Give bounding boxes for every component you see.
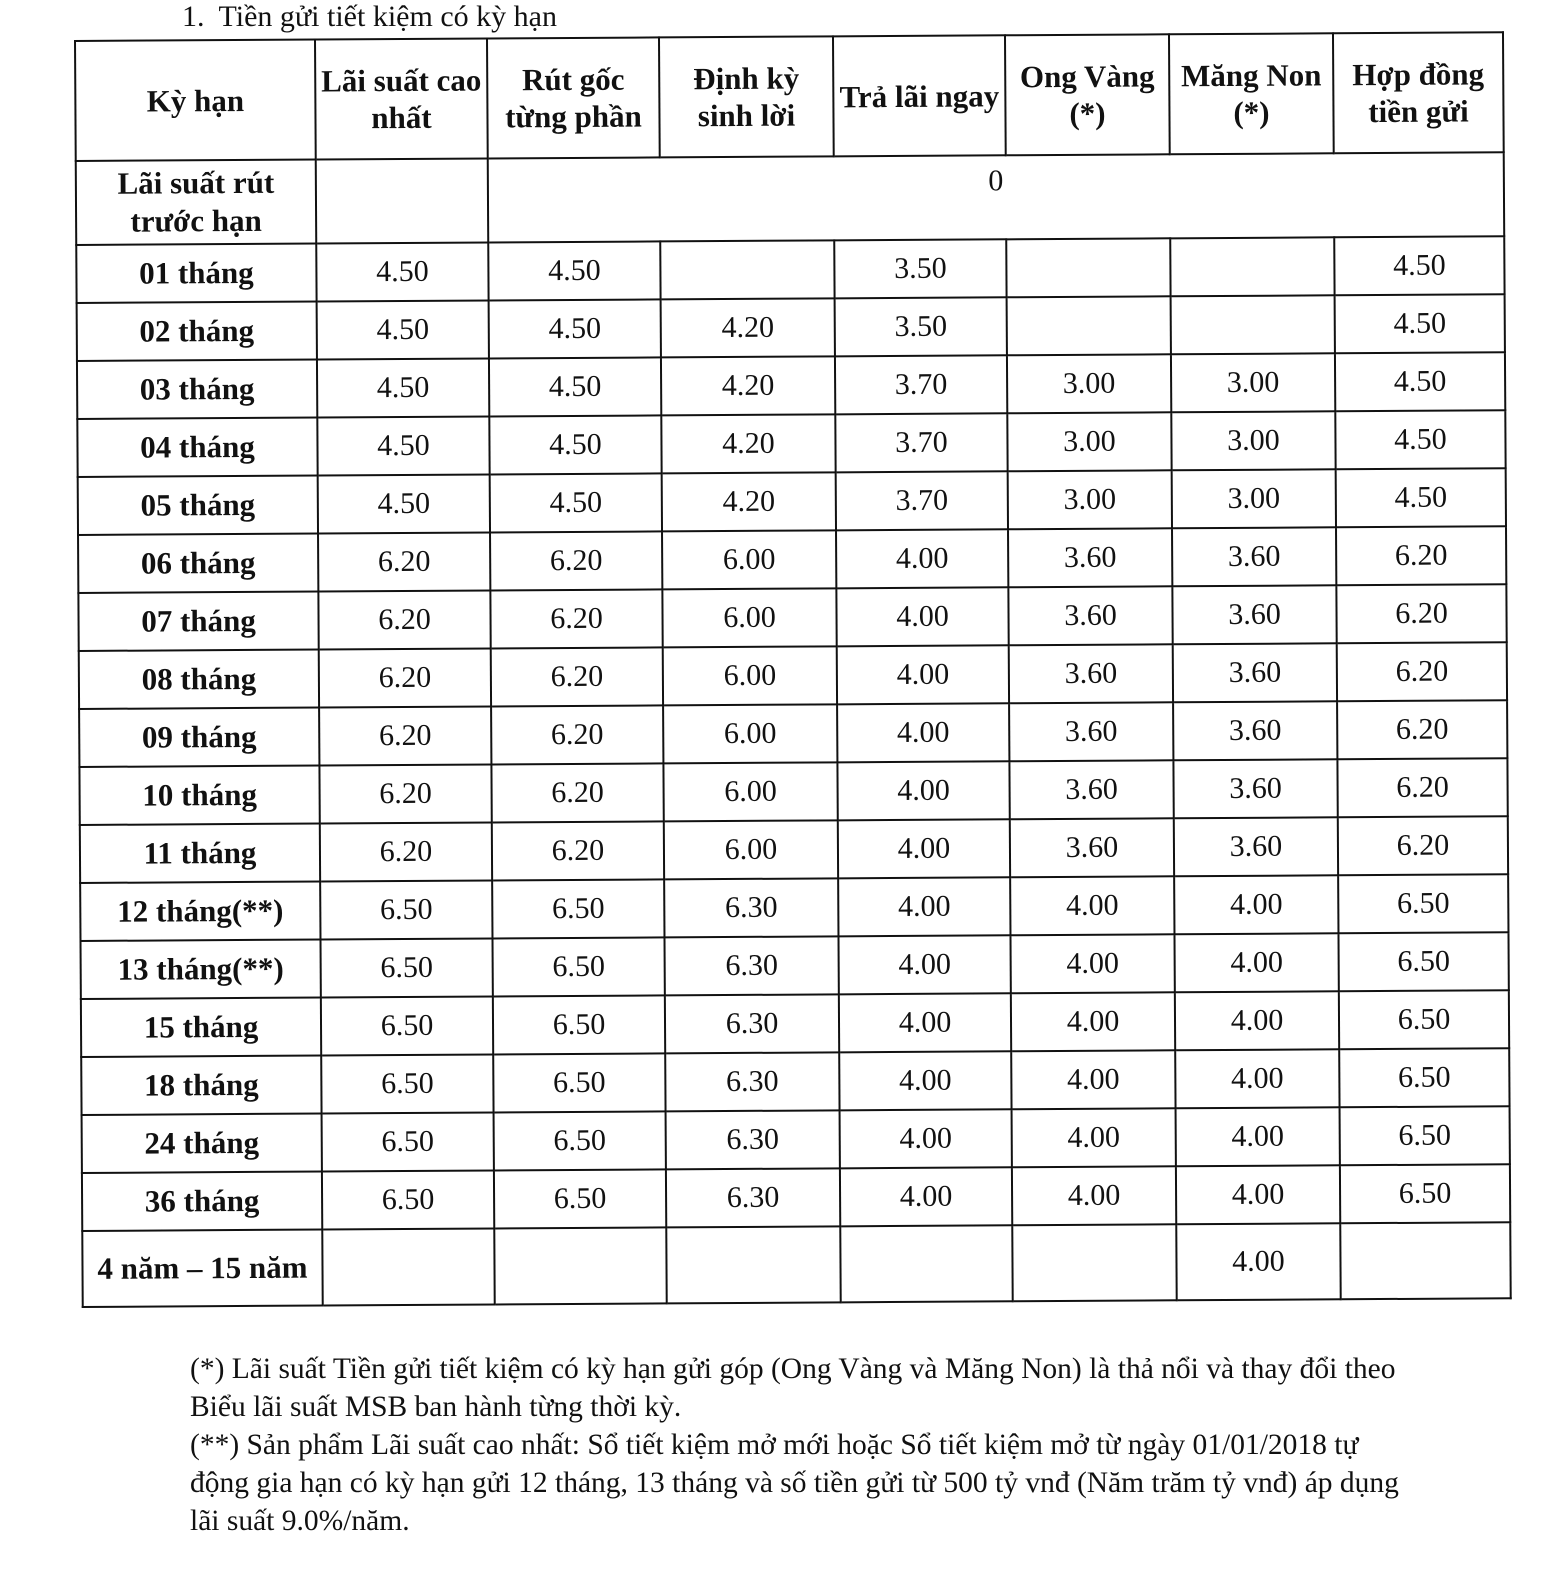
term-cell: 09 tháng [79,708,319,767]
term-cell: 12 tháng(**) [80,882,320,941]
rate-cell: 3.50 [835,297,1007,356]
rate-cell [494,1227,666,1304]
rate-cell [840,1225,1012,1302]
rate-cell: 4.20 [661,298,835,357]
table-row [81,1048,1509,1115]
interest-rate-table [74,31,1512,1308]
rate-cell: 3.00 [1008,470,1172,529]
rate-cell [1006,238,1170,297]
rate-cell: 6.50 [492,937,664,996]
rate-cell: 3.00 [1171,411,1335,470]
rate-cell: 6.20 [491,705,663,764]
footnote-double-star: (**) Sản phẩm Lãi suất cao nhất: Sổ tiết kiệm mở mới hoặc Sổ tiết kiệm mở từ ngày 01/01/2018 tự động gia hạn có kỳ hạn gửi 12 tháng, 13 tháng và số tiền gửi từ 500 tỷ vnđ (Năm trăm tỷ vnđ) áp dụng lãi suất 9.0%/năm. [190,1429,1399,1537]
rate-cell: 6.00 [663,704,837,763]
term-cell: 18 tháng [81,1056,321,1115]
rate-cell: 3.60 [1008,528,1172,587]
rate-cell: 3.60 [1173,643,1337,702]
table-row [79,758,1507,825]
rate-cell: 3.60 [1173,759,1337,818]
header-partial-withdrawal: Rút gốc từng phần [487,37,660,158]
rate-cell: 6.20 [318,532,490,591]
term-cell: 4 năm – 15 năm [82,1230,322,1307]
header-upfront-interest: Trả lãi ngay [833,35,1006,156]
rate-cell: 4.50 [490,473,662,532]
rate-cell: 6.50 [493,1053,665,1112]
term-cell: 06 tháng [78,534,318,593]
rate-cell: 4.50 [316,242,488,301]
term-cell: 08 tháng [79,650,319,709]
rate-cell: 6.30 [664,878,838,937]
rate-cell: 6.20 [492,821,664,880]
rate-cell: 4.00 [838,935,1010,994]
rate-cell: 3.00 [1171,353,1335,412]
rate-cell: 6.20 [490,589,662,648]
rate-cell: 4.00 [1175,991,1339,1050]
rate-cell: 6.50 [322,1170,494,1229]
rate-cell: 4.00 [838,819,1010,878]
early-withdrawal-empty-cell [316,158,489,243]
rate-cell [666,1226,840,1303]
rate-cell: 4.00 [1174,875,1338,934]
rate-cell: 3.60 [1008,586,1172,645]
table-row [77,352,1505,419]
term-cell: 11 tháng [80,824,320,883]
rate-cell: 6.20 [1337,642,1507,701]
rate-cell: 4.50 [317,358,489,417]
table-row [78,468,1506,535]
rate-cell: 3.50 [834,239,1006,298]
rate-cell: 4.00 [839,1051,1011,1110]
rate-cell: 4.50 [317,300,489,359]
rate-cell: 4.00 [1175,1049,1339,1108]
early-withdrawal-label: Lãi suất rút trước hạn [76,160,317,245]
rate-cell: 4.00 [840,1109,1012,1168]
section-heading [182,0,557,36]
rate-cell: 6.20 [490,531,662,590]
term-cell: 15 tháng [81,998,321,1057]
rate-cell: 4.00 [836,587,1008,646]
early-withdrawal-rate: 0 [488,152,1504,242]
rate-cell: 6.50 [494,1111,666,1170]
rate-cell: 3.60 [1174,817,1338,876]
rate-cell: 3.60 [1172,527,1336,586]
rate-cell: 6.30 [665,994,839,1053]
rate-cell: 4.00 [840,1167,1012,1226]
rate-cell: 4.50 [1335,294,1505,353]
table-header-row [75,32,1504,161]
rate-cell: 6.20 [318,590,490,649]
rate-cell: 3.70 [836,471,1008,530]
header-highest-rate: Lãi suất cao nhất [315,38,488,159]
rate-cell: 6.00 [663,646,837,705]
rate-cell: 4.00 [838,877,1010,936]
rate-cell: 4.50 [489,415,661,474]
rate-cell: 6.00 [662,530,836,589]
rate-cell: 4.00 [837,703,1009,762]
early-withdrawal-row [76,152,1504,245]
rate-cell: 6.20 [320,822,492,881]
rate-cell: 6.00 [663,762,837,821]
table-row [78,584,1506,651]
header-periodic-profit: Định kỳ sinh lời [659,36,834,157]
rate-cell: 3.70 [835,413,1007,472]
rate-cell: 4.00 [837,645,1009,704]
rate-cell [1171,295,1335,354]
rate-cell: 6.50 [1340,1164,1510,1223]
rate-cell: 6.50 [494,1169,666,1228]
table-row [81,932,1509,999]
table-row [82,1106,1510,1173]
rate-cell: 4.00 [1176,1223,1340,1300]
rate-cell: 3.00 [1007,354,1171,413]
term-cell: 07 tháng [78,592,318,651]
rate-cell: 4.00 [836,529,1008,588]
rate-cell: 4.50 [317,416,489,475]
header-ong-vang: Ong Vàng (*) [1005,34,1170,155]
rate-cell: 6.20 [491,763,663,822]
rate-cell: 4.00 [1176,1107,1340,1166]
rate-cell: 4.00 [1010,934,1174,993]
table-row [77,410,1505,477]
rate-cell [1340,1222,1510,1299]
rate-cell: 6.50 [1339,1048,1509,1107]
rate-cell: 4.00 [839,993,1011,1052]
rate-cell: 4.00 [1176,1165,1340,1224]
rate-cell: 4.00 [1011,992,1175,1051]
rate-cell: 6.50 [322,1112,494,1171]
term-cell: 10 tháng [79,766,319,825]
rate-cell: 6.20 [1337,758,1507,817]
term-cell: 04 tháng [77,418,317,477]
header-term: Kỳ hạn [75,40,316,161]
term-cell: 36 tháng [82,1172,322,1231]
rate-cell: 4.00 [1012,1166,1176,1225]
header-mang-non: Măng Non (*) [1169,33,1334,154]
rate-cell: 3.60 [1009,644,1173,703]
rate-cell: 6.50 [1338,874,1508,933]
rate-cell: 3.60 [1009,702,1173,761]
rate-cell: 4.50 [318,474,490,533]
rate-cell: 6.50 [1339,990,1509,1049]
rate-cell: 4.00 [1011,1050,1175,1109]
rate-cell: 6.50 [321,1054,493,1113]
rate-cell [1170,237,1334,296]
table-row-long-term [82,1222,1510,1307]
rate-cell: 6.30 [664,936,838,995]
rate-cell: 4.50 [1336,468,1506,527]
table-row [76,236,1504,303]
footnotes [190,1350,1400,1540]
rate-cell: 6.20 [319,706,491,765]
rate-cell: 4.50 [488,241,660,300]
rate-cell: 4.50 [1334,236,1504,295]
rate-cell: 6.30 [665,1052,839,1111]
term-cell: 02 tháng [77,302,317,361]
rate-cell: 6.50 [1340,1106,1510,1165]
section-number: 1. [182,0,205,33]
rate-cell: 3.70 [835,355,1007,414]
rate-cell: 6.50 [492,879,664,938]
rate-cell: 3.00 [1172,469,1336,528]
term-cell: 24 tháng [82,1114,322,1173]
section-title: Tiền gửi tiết kiệm có kỳ hạn [218,0,557,33]
table-row [79,700,1507,767]
rate-cell: 6.20 [1336,584,1506,643]
rate-cell: 6.50 [321,996,493,1055]
rate-cell: 6.20 [319,764,491,823]
rate-cell: 4.00 [1174,933,1338,992]
rate-cell: 6.30 [666,1110,840,1169]
rate-cell: 4.50 [489,299,661,358]
table-row [78,526,1506,593]
rate-cell: 6.20 [1338,816,1508,875]
rate-cell: 6.50 [320,938,492,997]
rate-cell: 4.50 [489,357,661,416]
rate-cell: 6.50 [493,995,665,1054]
rate-cell: 6.20 [491,647,663,706]
rate-cell: 4.20 [661,414,835,473]
rate-cell: 6.20 [1337,700,1507,759]
term-cell: 01 tháng [76,244,316,303]
table-row [80,816,1508,883]
rate-cell: 4.00 [837,761,1009,820]
table-row [82,1164,1510,1231]
rate-cell: 4.50 [1335,410,1505,469]
term-cell: 05 tháng [78,476,318,535]
table-row [79,642,1507,709]
rate-cell: 4.50 [1335,352,1505,411]
table-row [81,990,1509,1057]
rate-cell: 6.30 [666,1168,840,1227]
rate-cell: 3.60 [1010,818,1174,877]
table-row [80,874,1508,941]
rate-cell: 4.00 [1012,1108,1176,1167]
rate-cell: 6.20 [1336,526,1506,585]
rate-cell: 6.50 [320,880,492,939]
rate-cell: 3.60 [1172,585,1336,644]
rate-cell [660,240,834,299]
rate-cell: 4.00 [1010,876,1174,935]
term-cell: 03 tháng [77,360,317,419]
rate-cell: 4.20 [662,472,836,531]
footnote-single-star: (*) Lãi suất Tiền gửi tiết kiệm có kỳ hạn gửi góp (Ong Vàng và Măng Non) là thả nổi và thay đổi theo Biểu lãi suất MSB ban hành từng thời kỳ. [190,1353,1396,1423]
rate-cell [1012,1224,1176,1301]
rate-cell: 6.20 [319,648,491,707]
rate-cell: 6.50 [1338,932,1508,991]
table-row [77,294,1505,361]
rate-cell [1007,296,1171,355]
rate-cell: 3.60 [1173,701,1337,760]
rate-cell: 3.60 [1009,760,1173,819]
rate-cell [322,1228,494,1305]
rate-cell: 4.20 [661,356,835,415]
header-deposit-contract: Hợp đồng tiền gửi [1333,32,1504,153]
rate-cell: 6.00 [664,820,838,879]
rate-cell: 6.00 [662,588,836,647]
term-cell: 13 tháng(**) [81,940,321,999]
rate-cell: 3.00 [1007,412,1171,471]
